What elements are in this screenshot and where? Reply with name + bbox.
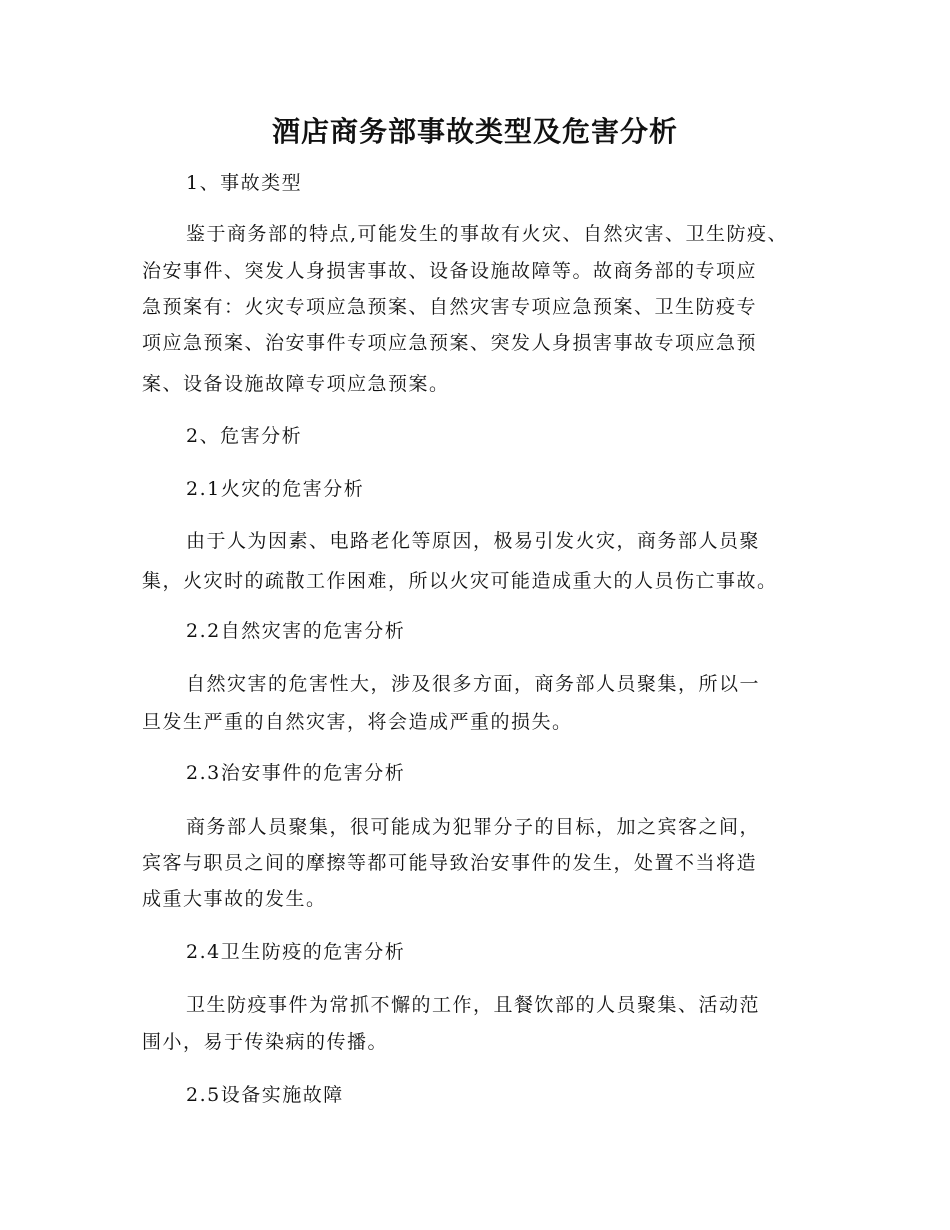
paragraph-line: 鉴于商务部的特点,可能发生的事故有火灾、自然灾害、卫生防疫、: [186, 223, 789, 245]
paragraph-line: 围小，易于传染病的传播。: [142, 1031, 389, 1053]
paragraph-line: 项应急预案、治安事件专项应急预案、突发人身损害事故专项应急预: [142, 332, 758, 354]
paragraph-line: 案、设备设施故障专项应急预案。: [142, 373, 450, 395]
section-heading-accident-types: 1、事故类型: [186, 172, 303, 194]
paragraph-line: 商务部人员聚集，很可能成为犯罪分子的目标，加之宾客之间，: [186, 816, 761, 838]
paragraph-line: 旦发生严重的自然灾害，将会造成严重的损失。: [142, 711, 573, 733]
paragraph-line: 宾客与职员之间的摩擦等都可能导致治安事件的发生，处置不当将造: [142, 852, 758, 874]
paragraph-line: 由于人为因素、电路老化等原因，极易引发火灾，商务部人员聚: [186, 530, 761, 552]
subsection-heading-natural-disaster: 2.2自然灾害的危害分析: [186, 620, 406, 642]
paragraph-line: 集，火灾时的疏散工作困难，所以火灾可能造成重大的人员伤亡事故。: [142, 570, 778, 592]
paragraph-line: 卫生防疫事件为常抓不懈的工作，且餐饮部的人员聚集、活动范: [186, 994, 761, 1016]
page-title: 酒店商务部事故类型及危害分析: [271, 115, 678, 148]
paragraph-line: 急预案有：火灾专项应急预案、自然灾害专项应急预案、卫生防疫专: [142, 296, 758, 318]
paragraph-line: 治安事件、突发人身损害事故、设备设施故障等。故商务部的专项应: [142, 260, 758, 282]
subsection-heading-equipment-failure: 2.5设备实施故障: [186, 1084, 344, 1106]
subsection-heading-public-security: 2.3治安事件的危害分析: [186, 762, 406, 784]
section-heading-hazard-analysis: 2、危害分析: [186, 425, 303, 447]
paragraph-line: 自然灾害的危害性大，涉及很多方面，商务部人员聚集，所以一: [186, 673, 761, 695]
subsection-heading-fire: 2.1火灾的危害分析: [186, 478, 365, 500]
paragraph-line: 成重大事故的发生。: [142, 888, 327, 910]
subsection-heading-hygiene: 2.4卫生防疫的危害分析: [186, 941, 406, 963]
